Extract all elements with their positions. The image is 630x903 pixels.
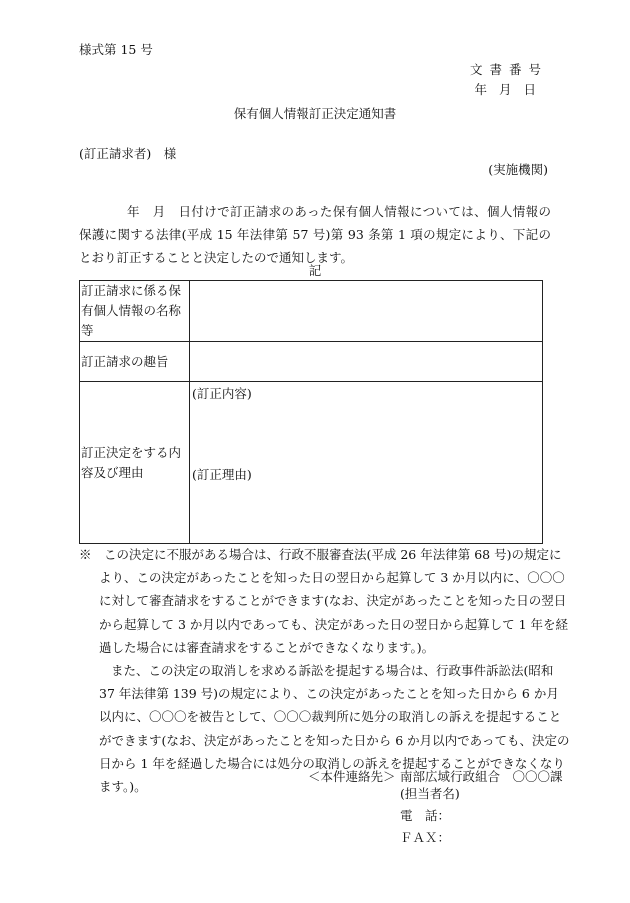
contact-phone: 電 話：	[400, 808, 451, 823]
page-title: 保有個人情報訂正決定通知書	[233, 106, 397, 121]
row-value-purpose	[190, 342, 543, 382]
ki-heading: 記	[308, 263, 322, 278]
correction-content-heading: (訂正内容)	[192, 386, 252, 401]
row-label-decision: 訂正決定をする内容及び理由	[80, 382, 190, 544]
issuing-agency: (実施機関)	[488, 162, 548, 177]
correction-reason-heading: (訂正理由)	[192, 467, 252, 482]
row-label-info-name: 訂正請求に係る保有個人情報の名称等	[80, 281, 190, 342]
document-date: 年月日	[474, 82, 548, 97]
form-number: 様式第 15 号	[79, 42, 153, 57]
appeal-note: ※ この決定に不服がある場合は、行政不服審査法(平成 26 年法律第 68 号)の規定により、この決定があったことを知った日の翌日から起算して 3 か月以内に、〇〇〇に対して審査請求をすることができます(なお、決定があったことを知った日の翌日から起算して 3 か月以内であっても、決定があった日の翌日から起算して 1 年を経過した場合には審査請求をすることができなくなります。)。	[79, 547, 569, 655]
notice-paragraph: 年 月 日付けで訂正請求のあった保有個人情報については、個人情報の保護に関する法律(平成 15 年法律第 57 号)第 93 条第 1 項の規定により、下記のとおり訂正することと決定したので通知します。	[79, 204, 551, 266]
contact-organization: 南部広域行政組合 〇〇〇課	[400, 769, 563, 784]
row-value-info-name	[190, 281, 543, 342]
contact-fax: ＦＡＸ：	[400, 830, 451, 845]
table-row	[80, 342, 543, 382]
lawsuit-note: また、この決定の取消しを求める訴訟を提起する場合は、行政事件訴訟法(昭和 37 年法律第 139 号)の規定により、この決定があったことを知った日から 6 か月以内に、〇〇〇を被告として、〇〇〇裁判所に処分の取消しの訴えを提起することができます(なお、決定があったことを知った日から 6 か月以内であっても、決定の日から 1 年を経過した場合には処分の取消しの訴えを提起することができなくなります。)。	[99, 663, 570, 795]
contact-person: (担当者名)	[400, 786, 460, 801]
table-row	[80, 382, 543, 544]
row-value-decision	[190, 382, 543, 544]
table-row	[80, 281, 543, 342]
contact-label: ＜本件連絡先＞	[308, 769, 396, 784]
correction-table	[79, 280, 543, 544]
row-label-purpose: 訂正請求の趣旨	[80, 342, 190, 382]
document-number: 文書番号	[469, 62, 548, 77]
addressee: (訂正請求者) 様	[79, 146, 177, 161]
